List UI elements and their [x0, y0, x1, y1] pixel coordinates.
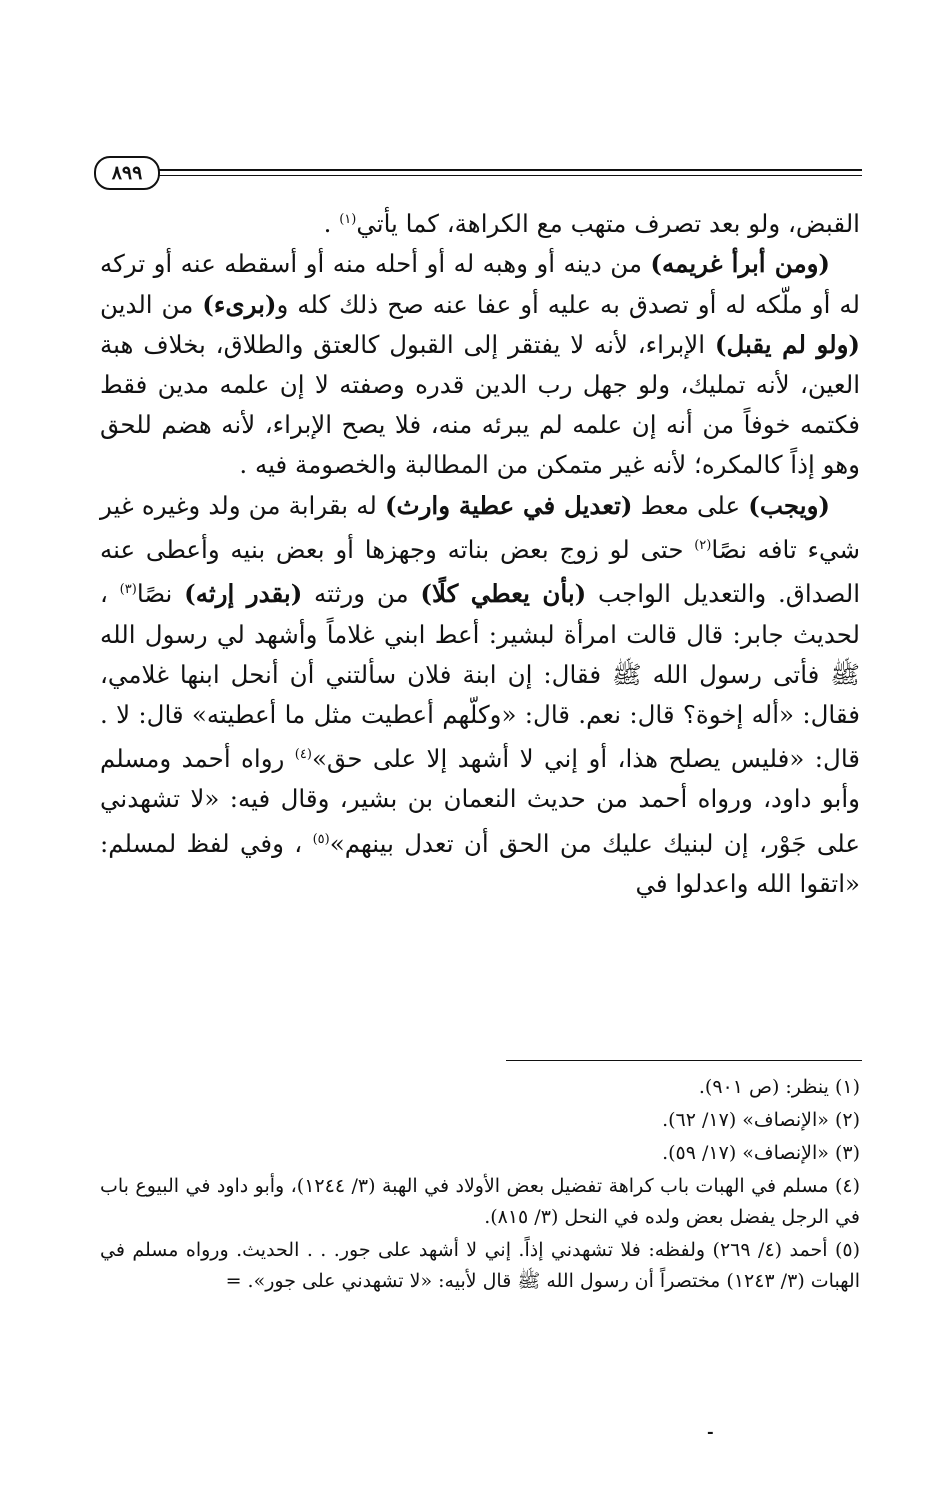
- footnote-text: «الإنصاف» (١٧/ ٥٩).: [662, 1142, 829, 1164]
- bold-matn-text: (بأن يعطي كلًا): [420, 579, 587, 609]
- paragraph-p3: [100, 486, 860, 905]
- footnote-item: [100, 1072, 860, 1103]
- text-run: من دينه أو وهبه له أو أحله منه أو أسقطه عنه أو تركه له أو ملّكه له أو تصدق به عليه أو عفا عنه صح ذلك كله و: [100, 249, 860, 319]
- text-run: من ورثته: [302, 579, 421, 609]
- bold-matn-text: (تعديل في عطية وارث): [384, 490, 633, 520]
- footnote-number: (١): [828, 1076, 860, 1098]
- footnote-number: (٢): [828, 1109, 860, 1131]
- footnote-text: مسلم في الهبات باب كراهة تفضيل بعض الأولاد في الهبة (٣/ ١٢٤٤)، وأبو داود في البيوع باب في الرجل يفضل بعض ولده في النحل (٣/ ٨١٥).: [100, 1175, 860, 1228]
- text-run: على معط: [632, 490, 749, 520]
- text-run: حتى لو زوج بعض بناته وجهزها أو بعض بنيه وأعطى عنه الصداق. والتعديل الواجب: [100, 534, 860, 609]
- text-run: له بقرابة من ولد وغيره غير شيء تافه نصًا: [100, 490, 860, 564]
- footnote-text: «الإنصاف» (١٧/ ٦٢).: [662, 1109, 829, 1131]
- footnotes: [100, 1072, 860, 1299]
- header-rule: [152, 169, 862, 171]
- footnote-ref: (٢): [694, 537, 712, 553]
- header-rule-thin: [152, 175, 862, 176]
- page-number-badge: ٨٩٩: [94, 156, 160, 190]
- footnote-item: [100, 1171, 860, 1233]
- footnote-ref: (٥): [312, 831, 330, 847]
- footnote-item: [100, 1235, 860, 1297]
- text-run: .: [323, 209, 340, 239]
- bold-matn-text: (بقدر إرثه): [184, 579, 303, 609]
- bold-matn-text: (ويجب): [748, 490, 830, 520]
- footnote-ref: (٤): [294, 747, 312, 763]
- footnote-item: [100, 1138, 860, 1169]
- footnote-ref: (١): [339, 212, 357, 227]
- footnote-number: (٥): [827, 1239, 860, 1261]
- paragraph-p2: [100, 244, 860, 485]
- page-header: [94, 152, 862, 192]
- footer-mark: -: [707, 1422, 714, 1441]
- text-run: الإبراء، لأنه لا يفتقر إلى القبول كالعتق والطلاق، بخلاف هبة العين، لأنه تمليك، ولو جهل رب الدين قدره وصفته لا إن علمه مدين فقط فكتمه خوفاً من أنه إن علمه لم يبرئه منه، فلا يصح الإبراء، لأنه هضم للحق وهو إذاً كالمكره؛ لأنه غير متمكن من المطالبة والخصومة فيه .: [100, 329, 860, 480]
- text-run: ، وفي لفظ لمسلم: «اتقوا الله واعدلوا في: [100, 828, 860, 899]
- footnote-text: ينظر: (ص ٩٠١).: [698, 1076, 829, 1098]
- bold-matn-text: (برىء): [202, 289, 277, 319]
- footnote-text: أحمد (٤/ ٢٦٩) ولفظه: فلا تشهدني إذاً. إني لا أشهد على جور. . . الحديث. ورواه مسلم في الهبات (٣/ ١٢٤٣) مختصراً أن رسول الله ﷺ قال لأبيه: «لا تشهدني على جور». =: [100, 1239, 860, 1292]
- text-run: ، لحديث جابر: قال قالت امرأة لبشير: أعط ابني غلاماً وأشهد لي رسول الله ﷺ فأتى رسول الله ﷺ فقال: إن ابنة فلان سألتني أن أنحل ابنها غلامي، فقال: «أله إخوة؟ قال: نعم. قال: «وكلّهم أعطيت مثل ما أعطيته» قال: لا . قال: «فليس يصلح هذا، أو إني لا أشهد إلا على حق»: [100, 579, 860, 774]
- paragraph-p1: [100, 200, 860, 244]
- text-run: نصًا: [136, 579, 185, 609]
- bold-matn-text: (ولو لم يقبل): [714, 329, 860, 359]
- text-run: رواه أحمد ومسلم وأبو داود، ورواه أحمد من حديث النعمان بن بشير، وقال فيه: «لا تشهدني على جَوْر، إن لبنيك عليك من الحق أن تعدل بينهم»: [100, 744, 861, 858]
- main-text: [100, 200, 860, 904]
- footnote-item: [100, 1105, 860, 1136]
- footnote-number: (٣): [828, 1142, 860, 1164]
- footnote-ref: (٣): [119, 582, 137, 598]
- text-run: القبض، ولو بعد تصرف متهب مع الكراهة، كما يأتي: [356, 209, 860, 239]
- bold-matn-text: (ومن أبرأ غريمه): [650, 249, 830, 279]
- footnote-number: (٤): [828, 1175, 861, 1197]
- text-run: من الدين: [100, 289, 203, 319]
- footnote-separator: [506, 1060, 862, 1061]
